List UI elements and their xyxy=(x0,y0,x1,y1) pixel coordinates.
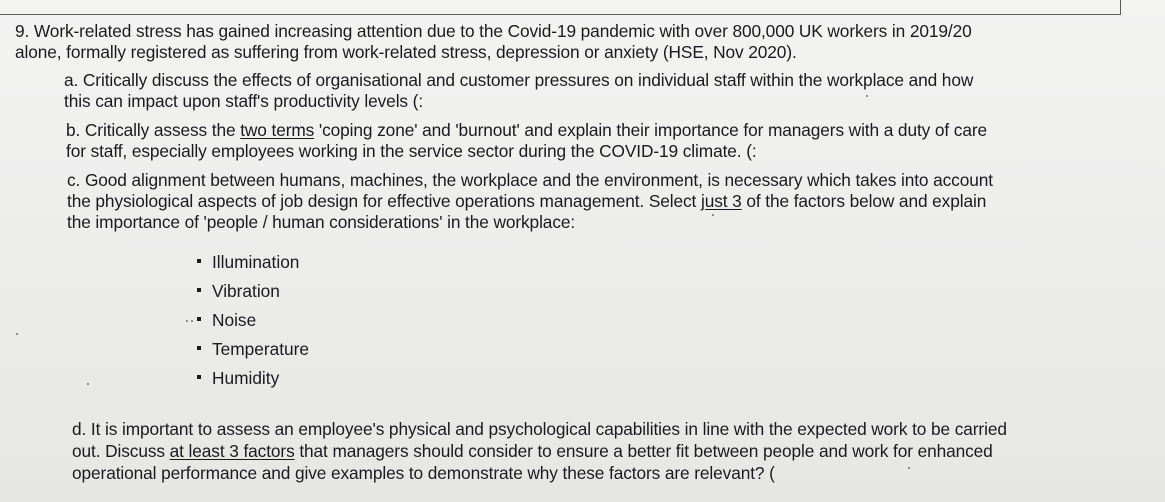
top-border-line xyxy=(0,0,1121,15)
part-a-line-2: this can impact upon staff's productivity levels (: xyxy=(64,91,424,111)
part-b-underlined-two-terms: two terms xyxy=(240,120,315,140)
scan-speck xyxy=(866,95,868,97)
factor-label: Temperature xyxy=(212,339,310,359)
part-b-line-2: for staff, especially employees working in the service sector during the COVID-19 climate. (: xyxy=(66,141,757,161)
scan-speck xyxy=(16,333,18,335)
scan-speck xyxy=(712,214,714,216)
part-c-line-2 xyxy=(67,191,986,211)
part-c-line-2-pre: the physiological aspects of job design for effective operations management. Select xyxy=(67,191,701,211)
part-d-underlined-at-least-3-factors: at least 3 factors xyxy=(169,441,295,461)
part-d-line-3: operational performance and give examples to demonstrate why these factors are relevant? ( xyxy=(72,463,775,483)
part-a-line-1: a. Critically discuss the effects of organisational and customer pressures on individual staff within the workplace and how xyxy=(64,70,974,90)
bullet-icon xyxy=(197,317,201,321)
factor-list-item xyxy=(197,310,256,330)
factor-list-item xyxy=(197,339,309,359)
question-intro-line-1: 9. Work-related stress has gained increasing attention due to the Covid-19 pandemic with over 800,000 UK workers in 2019/20 xyxy=(15,21,972,41)
bullet-icon xyxy=(197,375,201,379)
part-c-line-1: c. Good alignment between humans, machines, the workplace and the environment, is necessary which takes into account xyxy=(67,170,993,190)
part-b-line-1 xyxy=(66,120,987,140)
part-d-line-2 xyxy=(72,441,993,461)
part-c-line-2-post: of the factors below and explain xyxy=(741,191,987,211)
factor-label: Vibration xyxy=(212,281,280,301)
scan-speck xyxy=(186,320,188,322)
part-c-underlined-just-3: just 3 xyxy=(700,191,742,211)
part-d-line-2-post: that managers should consider to ensure a better fit between people and work for enhanced xyxy=(294,441,993,461)
factor-label: Noise xyxy=(212,310,257,330)
factor-list-item xyxy=(197,281,280,301)
bullet-icon xyxy=(197,259,201,263)
part-c-line-3: the importance of 'people / human considerations' in the workplace: xyxy=(67,212,576,232)
question-intro-line-2: alone, formally registered as suffering from work-related stress, depression or anxiety (HSE, Nov 2020). xyxy=(15,42,797,62)
factor-label: Illumination xyxy=(212,252,300,272)
scan-speck xyxy=(87,383,89,385)
part-d-line-2-pre: out. Discuss xyxy=(72,441,170,461)
factor-label: Humidity xyxy=(212,368,280,388)
bullet-icon xyxy=(197,346,201,350)
factor-list-item xyxy=(197,368,279,388)
part-d-line-1: d. It is important to assess an employee's physical and psychological capabilities in line with the expected work to be carried xyxy=(72,419,1007,439)
scan-speck xyxy=(191,320,193,322)
scan-speck xyxy=(908,467,910,469)
part-b-line-1-post: 'coping zone' and 'burnout' and explain their importance for managers with a duty of care xyxy=(314,120,988,140)
part-b-line-1-pre: b. Critically assess the xyxy=(66,120,241,140)
bullet-icon xyxy=(197,288,201,292)
factor-list-item xyxy=(197,252,299,272)
